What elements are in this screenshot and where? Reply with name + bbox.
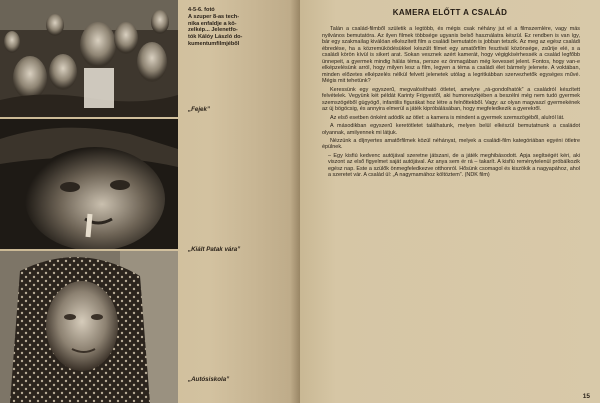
photo-crowd-faces — [0, 0, 178, 117]
photo-woman-headscarf — [0, 251, 178, 403]
film-example-paragraph: – Egy kisfiú kedvenc autójával szeretne játszani, de a játék meghibásodott. Apja segítségét kéri, aki viszont az első figyelmet saját autójával. Az anya sem ér rá – takarít. A kisfiú reménytelenül próbálkozik egész nap. Este a szülők önmegfeledkezve otthonról. Hősünk csomagol és kiszökik a nagyapához, ahol a szeretet vár. A család ül: „A nagymamához költöztem”. (NDK film) — [328, 152, 580, 179]
article-body — [322, 26, 580, 181]
caption-fejek: „Fejek” — [188, 106, 211, 113]
body-paragraph: A másodikban egyszerű keretötletet találhatunk, melyen belül elkészül bemutatnunk a családot olyannak, amilyennek mi látjuk. — [322, 123, 580, 136]
photo-man-hat — [0, 119, 178, 249]
photo-credit-caption: 4-5-6. fotó A szuper 8-as tech- nika enfaldje a kö- zelkép... Jelenetfo- tók Kálóy László do- kumentumfilmjéből — [188, 7, 243, 47]
caption-kialt-patak-vara: „Kiált Patak vára” — [188, 246, 241, 253]
body-paragraph: Talán a család-filmből születik a legtöbb, és mégis csak néhány jut el a filmszemlére, vagy más nyilvános bemutatóra. Az ilyen filmek többsége ugyanis belső használatra készül. Ez rendben is van így, bár egy szakmailag kiválóan elkészített film a családi bemutatón is jobban tetszik. Az meg az egész családi ébredése, ha a közremüködésükkel készült filmet egy amatőrfilm fesztivál közönsége, zsűrije elé, s a családi körön kívül is sikert arat. Sokan vesznek azért kamerát, hogy végigkísérhessék a család legfőbb ünnepeit, a gyermek mindig hálás téma, persze ez önmagában még kevesset jelent. Fontos, hogy van-e elképzelésünk arról, hogy milyen lesz a film, legyen a téma a családi élet bármely jelenete. A voktában, minden előzetes elképzelés nélkül felvett jelenetek utólag a legritkábban szervezhetők egységes művé. Mégis mit tehetünk? — [322, 26, 580, 85]
page-number: 15 — [582, 393, 590, 400]
article-title: KAMERA ELŐTT A CSALÁD — [392, 8, 508, 17]
body-paragraph: Keressünk egy egyszerű, megvalósítható ötletet, amelyre „rá-gondolhatók” a családról készített felvételek. Vegyünk két példát Karinty Frigyestől, aki humoreszkjében a beszélni még nem tudó gyermek szemszögéből gügyögő, infantilis figurákat hoz létre a felnőttekből. Vagy: az olyan magvaszí gyermekének az új bögöcsig, és annyira elmerül a játék kipróbálásában, hogy megfeledkezik a gyerekről. — [322, 86, 580, 113]
body-paragraph: Nézzünk a díjnyertes amatőrfilmek közül néhányat, melyek a családi-film kategóriában egyéni ötletre épülnek. — [322, 137, 580, 151]
caption-autosiskola: „Autósiskola” — [188, 376, 230, 383]
body-paragraph: Az első esetben önként adódik az ötlet: a kamera is mindent a gyermek szemszögéből, alulról lát. — [330, 114, 565, 121]
right-page — [300, 0, 600, 403]
